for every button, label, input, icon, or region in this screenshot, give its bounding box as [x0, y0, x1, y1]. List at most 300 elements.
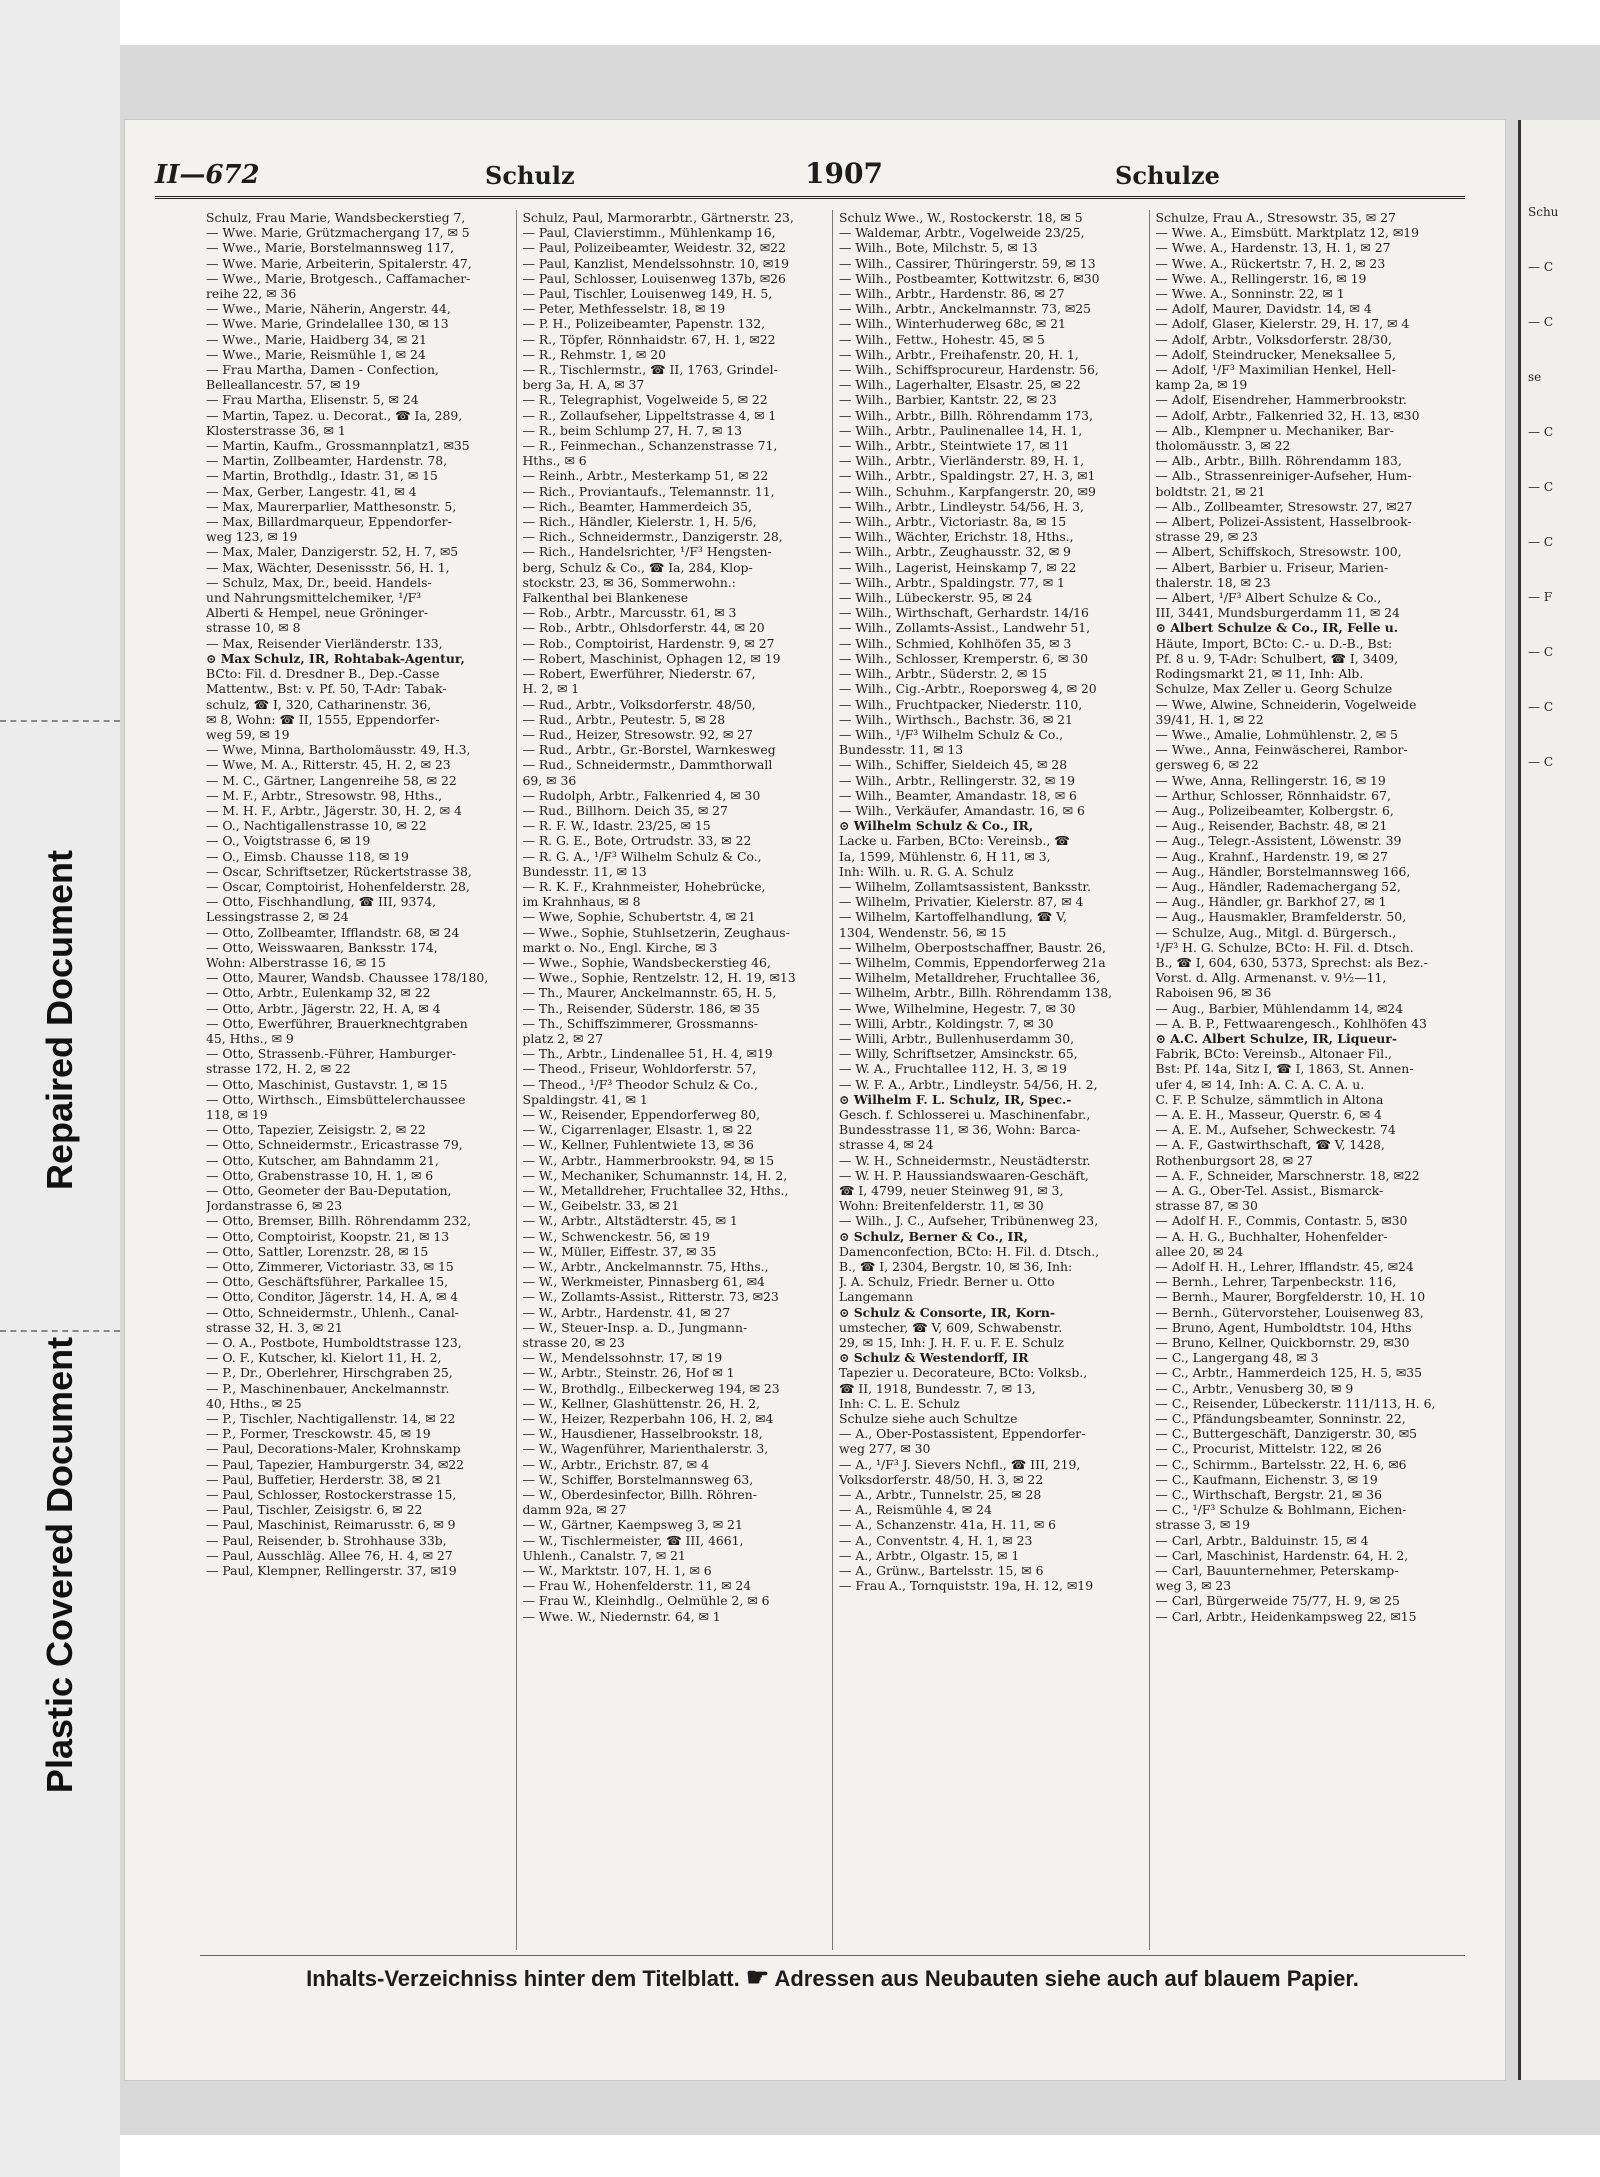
- directory-entry-line: — W., Hausdiener, Hasselbrookstr. 18,: [522, 1426, 763, 1442]
- directory-entry-line: markt o. No., Engl. Kirche, ✉ 3: [522, 939, 718, 955]
- directory-entry-line: — Martin, Brothdlg., Idastr. 31, ✉ 15: [206, 468, 438, 484]
- directory-entry-line: — Robert, Ewerführer, Niederstr. 67,: [522, 666, 756, 682]
- directory-entry-line: — Peter, Methfesselstr. 18, ✉ 19: [522, 301, 726, 317]
- directory-entry-line: — A., Arbtr., Tunnelstr. 25, ✉ 28: [839, 1487, 1042, 1503]
- directory-entry-line: — P., Tischler, Nachtigallenstr. 14, ✉ 22: [206, 1411, 456, 1427]
- adjacent-page-fragment: — F: [1528, 590, 1553, 604]
- directory-entry-line: — Wilh., Arbtr., Rellingerstr. 32, ✉ 19: [839, 772, 1075, 788]
- pointing-hand-icon: ☛: [745, 1962, 770, 1992]
- adjacent-page-fragment: — C: [1528, 700, 1553, 714]
- directory-entry-line: Gesch. f. Schlosserei u. Maschinenfabr.,: [839, 1106, 1091, 1122]
- directory-entry-line: — A. H. G., Buchhalter, Hohenfelder-: [1155, 1228, 1388, 1244]
- directory-entry-line: — Wwe, Wilhelmine, Hegestr. 7, ✉ 30: [839, 1000, 1076, 1016]
- column-4: [1149, 210, 1466, 1950]
- directory-entry-line: ⊙ Albert Schulze & Co., IR, Felle u.: [1155, 620, 1399, 636]
- directory-entry-line: — Wwe., Sophie, Wandsbeckerstieg 46,: [522, 954, 771, 970]
- directory-entry-line: ⊙ A.C. Albert Schulze, IR, Liqueur-: [1155, 1030, 1397, 1046]
- directory-entry-line: — Wwe., Marie, Näherin, Angerstr. 44,: [206, 301, 451, 317]
- directory-entry-line: — A., Reismühle 4, ✉ 24: [839, 1502, 992, 1518]
- directory-entry-line: — Aug., Händler, gr. Barkhof 27, ✉ 1: [1155, 894, 1387, 910]
- directory-entry-line: — Wwe., Anna, Feinwäscherei, Rambor-: [1155, 742, 1408, 758]
- adjacent-page-edge: [1518, 120, 1600, 2080]
- directory-entry-line: — Otto, Schneidermstr., Ericastrasse 79,: [206, 1137, 463, 1153]
- directory-entry-line: — Aug., Hausmakler, Bramfelderstr. 50,: [1155, 909, 1407, 925]
- directory-entry-line: — Wwe. A., Sonninstr. 22, ✉ 1: [1155, 286, 1345, 302]
- directory-entry-line: — Otto, Maurer, Wandsb. Chaussee 178/180,: [206, 970, 489, 986]
- directory-entry-line: — Alb., Arbtr., Billh. Röhrendamm 183,: [1155, 453, 1402, 469]
- directory-entry-line: platz 2, ✉ 27: [522, 1030, 604, 1046]
- directory-entry-line: — R. K. F., Krahnmeister, Hohebrücke,: [522, 878, 766, 894]
- directory-entry-line: im Krahnhaus, ✉ 8: [522, 894, 641, 910]
- directory-entry-line: — W., Arbtr., Hammerbrookstr. 94, ✉ 15: [522, 1152, 775, 1168]
- directory-entry-line: — Otto, Tapezier, Zeisigstr. 2, ✉ 22: [206, 1122, 426, 1138]
- directory-entry-line: — W., Metalldreher, Fruchtallee 32, Hths.,: [522, 1183, 789, 1198]
- directory-entry-line: — Wilh., Barbier, Kantstr. 22, ✉ 23: [839, 392, 1057, 408]
- directory-entry-line: — C., ¹/F³ Schulze & Bohlmann, Eichen-: [1155, 1502, 1407, 1518]
- directory-entry-line: — Wilh., Lagerist, Heinskamp 7, ✉ 22: [839, 559, 1077, 575]
- directory-entry-line: — W., Cigarrenlager, Elsastr. 1, ✉ 22: [522, 1122, 753, 1138]
- directory-entry-line: — Frau W., Hohenfelderstr. 11, ✉ 24: [522, 1578, 752, 1594]
- directory-entry-line: — Wwe., Sophie, Stuhlsetzerin, Zeughaus-: [522, 924, 790, 940]
- directory-entry-line: — Wilh., Arbtr., Vierländerstr. 89, H. 1,: [839, 453, 1085, 469]
- directory-entry-line: Damenconfection, BCto: H. Fil. d. Dtsch.,: [839, 1243, 1100, 1259]
- footer-new-buildings-note: Adressen aus Neubauten siehe auch auf blauem Papier.: [774, 1966, 1359, 1991]
- directory-entry-line: — Paul, Polizeibeamter, Weidestr. 32, ✉22: [522, 240, 786, 256]
- directory-entry-line: — W., Geibelstr. 33, ✉ 21: [522, 1198, 680, 1214]
- directory-entry-line: Rothenburgsort 28, ✉ 27: [1155, 1152, 1313, 1168]
- directory-entry-line: — C., Reisender, Lübeckerstr. 111/113, H. 6,: [1155, 1395, 1436, 1411]
- directory-entry-line: ✉ 8, Wohn: ☎ II, 1555, Eppendorfer-: [206, 711, 440, 727]
- directory-entry-line: — Robert, Maschinist, Ophagen 12, ✉ 19: [522, 650, 781, 666]
- directory-entry-line: — Rich., Schneidermstr., Danzigerstr. 28,: [522, 529, 783, 545]
- directory-entry-line: — Wilh., Schmied, Kohlhöfen 35, ✉ 3: [839, 635, 1072, 651]
- directory-entry-line: — Paul, Reisender, b. Strohhause 33b,: [206, 1532, 447, 1548]
- directory-entry-line: — Carl, Bürgerweide 75/77, H. 9, ✉ 25: [1155, 1593, 1400, 1609]
- directory-entry-line: — Wilh., Arbtr., Freihafenstr. 20, H. 1,: [839, 346, 1079, 362]
- directory-entry-line: Bundesstrasse 11, ✉ 36, Wohn: Barca-: [839, 1122, 1081, 1138]
- directory-entry-line: Langemann: [839, 1289, 913, 1305]
- directory-entry-line: — Otto, Strassenb.-Führer, Hamburger-: [206, 1046, 457, 1062]
- directory-entry-line: — W. H., Schneidermstr., Neustädterstr.: [839, 1152, 1091, 1168]
- directory-entry-line: ⊙ Wilhelm Schulz & Co., IR,: [839, 818, 1034, 834]
- directory-entry-line: — A. E. M., Aufseher, Schweckestr. 74: [1155, 1122, 1396, 1138]
- directory-entry-line: — Frau W., Kleinhdlg., Oelmühle 2, ✉ 6: [522, 1593, 770, 1609]
- directory-entry-line: — Adolf, Glaser, Kielerstr. 29, H. 17, ✉ 4: [1155, 316, 1410, 332]
- directory-entry-line: weg 59, ✉ 19: [206, 726, 290, 742]
- directory-entry-line: 29, ✉ 15, Inh: J. H. F. u. F. E. Schulz: [839, 1335, 1064, 1351]
- directory-entry-line: und Nahrungsmittelchemiker, ¹/F³: [206, 590, 422, 606]
- directory-entry-line: — Otto, Zollbeamter, Ifflandstr. 68, ✉ 24: [206, 924, 460, 940]
- directory-entry-line: — Wwe. Marie, Grindelallee 130, ✉ 13: [206, 316, 449, 332]
- directory-entry-line: tholomäusstr. 3, ✉ 22: [1155, 438, 1291, 454]
- directory-entry-line: — C., Kaufmann, Eichenstr. 3, ✉ 19: [1155, 1471, 1378, 1487]
- directory-entry-line: — Willi, Arbtr., Koldingstr. 7, ✉ 30: [839, 1015, 1054, 1031]
- directory-entry-line: — Aug., Barbier, Mühlendamm 14, ✉24: [1155, 1000, 1404, 1016]
- directory-entry-line: — Bernh., Lehrer, Tarpenbeckstr. 116,: [1155, 1274, 1397, 1290]
- directory-entry-line: — Otto, Conditor, Jägerstr. 14, H. A, ✉ 4: [206, 1289, 459, 1305]
- directory-entry-line: — Alb., Strassenreiniger-Aufseher, Hum-: [1155, 468, 1412, 484]
- directory-entry-line: — Wilh., Winterhuderweg 68c, ✉ 21: [839, 316, 1066, 332]
- directory-entry-line: — W. A., Fruchtallee 112, H. 3, ✉ 19: [839, 1061, 1067, 1077]
- directory-entry-line: Raboisen 96, ✉ 36: [1155, 985, 1272, 1001]
- directory-entry-line: — R., Zollaufseher, Lippeltstrasse 4, ✉ 1: [522, 407, 777, 423]
- directory-entry-line: — Wwe, M. A., Ritterstr. 45, H. 2, ✉ 23: [206, 757, 451, 773]
- directory-entry-line: — Paul, Clavierstimm., Mühlenkamp 16,: [522, 225, 776, 241]
- directory-entry-line: — C., Langergang 48, ✉ 3: [1155, 1350, 1319, 1366]
- directory-entry-line: — Wilhelm, Arbtr., Billh. Röhrendamm 138,: [839, 985, 1113, 1001]
- directory-entry-line: — A. E. H., Masseur, Querstr. 6, ✉ 4: [1155, 1106, 1382, 1122]
- adjacent-page-fragment: — C: [1528, 755, 1553, 769]
- directory-entry-line: — R., Tischlermstr., ☎ II, 1763, Grindel-: [522, 362, 778, 378]
- directory-entry-line: 69, ✉ 36: [522, 772, 577, 788]
- directory-entry-line: ☎ I, 4799, neuer Steinweg 91, ✉ 3,: [839, 1183, 1064, 1198]
- directory-entry-line: Schulz, Frau Marie, Wandsbeckerstieg 7,: [206, 210, 466, 225]
- dashed-divider: [0, 1330, 120, 1332]
- directory-entry-line: — Wilh., Arbtr., Spaldingstr. 77, ✉ 1: [839, 574, 1065, 590]
- directory-entry-line: Uhlenh., Canalstr. 7, ✉ 21: [522, 1547, 686, 1563]
- directory-entry-line: — Wilhelm, Zollamtsassistent, Banksstr.: [839, 878, 1091, 894]
- dashed-divider: [0, 720, 120, 722]
- directory-entry-line: Schulze, Frau A., Stresowstr. 35, ✉ 27: [1155, 210, 1396, 225]
- directory-entry-line: — Rud., Heizer, Stresowstr. 92, ✉ 27: [522, 726, 753, 742]
- directory-entry-line: — O., Voigtstrasse 6, ✉ 19: [206, 833, 371, 849]
- directory-entry-line: — Otto, Bremser, Billh. Röhrendamm 232,: [206, 1213, 472, 1229]
- directory-entry-line: — Wilh., Wächter, Erichstr. 18, Hths.,: [839, 529, 1074, 545]
- directory-columns: [200, 210, 1465, 1950]
- directory-entry-line: — Frau Martha, Elisenstr. 5, ✉ 24: [206, 392, 419, 408]
- directory-entry-line: allee 20, ✉ 24: [1155, 1243, 1244, 1259]
- directory-entry-line: — Wilh., Schlosser, Kremperstr. 6, ✉ 30: [839, 650, 1088, 666]
- directory-entry-line: — W., Arbtr., Steinstr. 26, Hof ✉ 1: [522, 1365, 735, 1381]
- directory-entry-line: — W., Oberdesinfector, Billh. Röhren-: [522, 1487, 757, 1503]
- directory-entry-line: Klosterstrasse 36, ✉ 1: [206, 422, 346, 438]
- directory-entry-line: — W., Heizer, Rezperbahn 106, H. 2, ✉4: [522, 1411, 774, 1427]
- directory-entry-line: — Wwe. Marie, Arbeiterin, Spitalerstr. 47,: [206, 255, 472, 271]
- directory-entry-line: Wohn: Alberstrasse 16, ✉ 15: [206, 954, 386, 970]
- directory-entry-line: — M. C., Gärtner, Langenreihe 58, ✉ 22: [206, 772, 457, 788]
- directory-entry-line: — Adolf H. F., Commis, Contastr. 5, ✉30: [1155, 1213, 1408, 1229]
- directory-entry-line: berg, Schulz & Co., ☎ Ia, 284, Klop-: [522, 559, 753, 575]
- directory-entry-line: — Wilhelm, Oberpostschaffner, Baustr. 26,: [839, 939, 1106, 955]
- directory-entry-line: Lessingstrasse 2, ✉ 24: [206, 909, 349, 925]
- directory-entry-line: — W., Arbtr., Hardenstr. 41, ✉ 27: [522, 1304, 731, 1320]
- directory-entry-line: — Wwe, Anna, Rellingerstr. 16, ✉ 19: [1155, 772, 1386, 788]
- directory-entry-line: — W., Schwenckestr. 56, ✉ 19: [522, 1228, 710, 1244]
- directory-entry-line: — Rud., Arbtr., Volksdorferstr. 48/50,: [522, 696, 756, 712]
- directory-entry-line: — Arthur, Schlosser, Rönnhaidstr. 67,: [1155, 787, 1391, 803]
- directory-entry-line: — C., Schirmm., Bartelsstr. 22, H. 6, ✉6: [1155, 1456, 1407, 1472]
- directory-entry-line: — Rud., Billhorn. Deich 35, ✉ 27: [522, 802, 728, 818]
- directory-entry-line: strasse 32, H. 3, ✉ 21: [206, 1319, 343, 1335]
- directory-entry-line: — O. A., Postbote, Humboldtstrasse 123,: [206, 1335, 462, 1351]
- adjacent-page-fragment: se: [1528, 370, 1542, 384]
- directory-entry-line: — Carl, Arbtr., Heidenkampsweg 22, ✉15: [1155, 1608, 1417, 1624]
- directory-entry-line: — W., Schiffer, Borstelmannsweg 63,: [522, 1471, 754, 1487]
- directory-entry-line: — Otto, Schneidermstr., Uhlenh., Canal-: [206, 1304, 459, 1320]
- directory-entry-line: — Aug., Händler, Borstelmannsweg 166,: [1155, 863, 1411, 879]
- year-heading: 1907: [805, 157, 883, 190]
- directory-entry-line: — A. F., Schneider, Marschnerstr. 18, ✉22: [1155, 1167, 1420, 1183]
- directory-entry-line: B., ☎ I, 2304, Bergstr. 10, ✉ 36, Inh:: [839, 1259, 1073, 1275]
- directory-entry-line: — Paul, Tapezier, Hamburgerstr. 34, ✉22: [206, 1456, 465, 1472]
- directory-entry-line: — Bernh., Gütervorsteher, Louisenweg 83,: [1155, 1304, 1424, 1320]
- directory-entry-line: — Otto, Arbtr., Eulenkamp 32, ✉ 22: [206, 985, 431, 1001]
- directory-entry-line: strasse 10, ✉ 8: [206, 620, 301, 636]
- directory-entry-line: — Aug., Telegr.-Assistent, Löwenstr. 39: [1155, 833, 1402, 849]
- directory-entry-line: — W., Reisender, Eppendorferweg 80,: [522, 1106, 761, 1122]
- directory-entry-line: — Oscar, Schriftsetzer, Rückertstrasse 38,: [206, 863, 472, 879]
- directory-entry-line: Schulz Wwe., W., Rostockerstr. 18, ✉ 5: [839, 210, 1083, 225]
- directory-entry-line: — Rud., Arbtr., Peutestr. 5, ✉ 28: [522, 711, 726, 727]
- directory-entry-line: Vorst. d. Allg. Armenanst. v. 9½—11,: [1155, 970, 1387, 986]
- directory-entry-line: — Adolf, Eisendreher, Hammerbrookstr.: [1155, 392, 1407, 408]
- directory-entry-line: — A., Arbtr., Olgastr. 15, ✉ 1: [839, 1547, 1020, 1563]
- directory-entry-line: — Wwe, Minna, Bartholomäusstr. 49, H.3,: [206, 742, 471, 758]
- directory-entry-line: — Adolf, Steindrucker, Meneksallee 5,: [1155, 346, 1396, 362]
- directory-entry-line: — Rob., Comptoirist, Hardenstr. 9, ✉ 27: [522, 635, 775, 651]
- directory-entry-line: — Max, Maler, Danzigerstr. 52, H. 7, ✉5: [206, 544, 459, 560]
- adjacent-page-fragment: — C: [1528, 480, 1553, 494]
- directory-entry-line: — Wilh., Arbtr., Süderstr. 2, ✉ 15: [839, 666, 1048, 682]
- directory-entry-line: Falkenthal bei Blankenese: [522, 590, 689, 606]
- directory-entry-line: — Otto, Maschinist, Gustavstr. 1, ✉ 15: [206, 1076, 448, 1092]
- directory-entry-line: — Th., Reisender, Süderstr. 186, ✉ 35: [522, 1000, 760, 1016]
- directory-entry-line: — Paul, Kanzlist, Mendelssohnstr. 10, ✉19: [522, 255, 790, 271]
- directory-entry-line: strasse 3, ✉ 19: [1155, 1517, 1250, 1533]
- directory-entry-line: schulz, ☎ I, 320, Catharinenstr. 36,: [206, 696, 432, 712]
- directory-entry-line: — C., Arbtr., Hammerdeich 125, H. 5, ✉35: [1155, 1365, 1422, 1381]
- directory-entry-line: — Schulze, Aug., Mitgl. d. Bürgersch.,: [1155, 924, 1397, 940]
- directory-entry-line: — Reinh., Arbtr., Mesterkamp 51, ✉ 22: [522, 468, 769, 484]
- directory-entry-line: — Aug., Reisender, Bachstr. 48, ✉ 21: [1155, 818, 1388, 834]
- directory-entry-line: ⊙ Schulz, Berner & Co., IR,: [839, 1228, 1028, 1244]
- directory-entry-line: — W., Wagenführer, Marienthalerstr. 3,: [522, 1441, 769, 1457]
- directory-entry-line: — Paul, Maschinist, Reimarusstr. 6, ✉ 9: [206, 1517, 456, 1533]
- directory-entry-line: — Wilh., Cassirer, Thüringerstr. 59, ✉ 13: [839, 255, 1096, 271]
- directory-entry-line: — Martin, Zollbeamter, Hardenstr. 78,: [206, 453, 448, 469]
- directory-entry-line: — C., Buttergeschäft, Danzigerstr. 30, ✉5: [1155, 1426, 1418, 1442]
- directory-entry-line: — Paul, Schlosser, Rostockerstrasse 15,: [206, 1487, 457, 1503]
- directory-entry-line: ¹/F³ H. G. Schulze, BCto: H. Fil. d. Dtsch.: [1155, 939, 1414, 955]
- directory-entry-line: — Max, Wächter, Desenissstr. 56, H. 1,: [206, 559, 450, 575]
- directory-entry-line: — W. F. A., Arbtr., Lindleystr. 54/56, H. 2,: [839, 1076, 1098, 1092]
- directory-entry-line: Inh: Wilh. u. R. G. A. Schulz: [839, 863, 1014, 879]
- directory-entry-line: — Aug., Krahnf., Hardenstr. 19, ✉ 27: [1155, 848, 1388, 864]
- directory-entry-line: 1304, Wendenstr. 56, ✉ 15: [839, 924, 1007, 940]
- directory-entry-line: III, 3441, Mundsburgerdamm 11, ✉ 24: [1155, 605, 1400, 621]
- page-footer: [200, 1955, 1465, 1993]
- directory-entry-line: — W., Arbtr., Anckelmannstr. 75, Hths.,: [522, 1259, 769, 1275]
- directory-entry-line: ☎ II, 1918, Bundesstr. 7, ✉ 13,: [839, 1380, 1036, 1396]
- directory-entry-line: kamp 2a, ✉ 19: [1155, 377, 1248, 393]
- directory-entry-line: Wohn: Breitenfelderstr. 11, ✉ 30: [839, 1198, 1044, 1214]
- directory-entry-line: stockstr. 23, ✉ 36, Sommerwohn.:: [522, 574, 736, 590]
- directory-entry-line: — Frau A., Tornquiststr. 19a, H. 12, ✉19: [839, 1578, 1094, 1594]
- directory-entry-line: — Otto, Geschäftsführer, Parkallee 15,: [206, 1274, 449, 1290]
- directory-entry-line: — Wwe, Alwine, Schneiderin, Vogelweide: [1155, 696, 1417, 712]
- directory-entry-line: — Th., Schiffszimmerer, Grossmanns-: [522, 1015, 759, 1031]
- directory-entry-line: strasse 87, ✉ 30: [1155, 1198, 1258, 1214]
- directory-entry-line: Schulze siehe auch Schultze: [839, 1411, 1018, 1427]
- directory-entry-line: — Otto, Kutscher, am Bahndamm 21,: [206, 1152, 439, 1168]
- directory-entry-line: — W., Gärtner, Kaempsweg 3, ✉ 21: [522, 1517, 743, 1533]
- directory-entry-line: — Wilh., Lagerhalter, Elsastr. 25, ✉ 22: [839, 377, 1081, 393]
- directory-entry-line: — Adolf, ¹/F³ Maximilian Henkel, Hell-: [1155, 362, 1396, 378]
- directory-entry-line: Ia, 1599, Mühlenstr. 6, H 11, ✉ 3,: [839, 848, 1051, 864]
- directory-entry-line: — Wilh., Lübeckerstr. 95, ✉ 24: [839, 590, 1033, 606]
- directory-entry-line: weg 123, ✉ 19: [206, 529, 298, 545]
- directory-entry-line: — Wilh., Arbtr., Billh. Röhrendamm 173,: [839, 407, 1093, 423]
- directory-entry-line: — Wilh., Wirthsch., Bachstr. 36, ✉ 21: [839, 711, 1073, 727]
- directory-entry-line: — Rud., Schneidermstr., Dammthorwall: [522, 757, 773, 773]
- directory-entry-line: — Wwe. A., Eimsbütt. Marktplatz 12, ✉19: [1155, 225, 1420, 241]
- directory-entry-line: ⊙ Schulz & Consorte, IR, Korn-: [839, 1304, 1056, 1320]
- directory-entry-line: — Wilh., Postbeamter, Kottwitzstr. 6, ✉30: [839, 270, 1100, 286]
- directory-entry-line: 118, ✉ 19: [206, 1106, 268, 1122]
- directory-entry-line: Häute, Import, BCto: C.- u. D.-B., Bst:: [1155, 635, 1393, 651]
- directory-entry-line: — Rud., Arbtr., Gr.-Borstel, Warnkesweg: [522, 742, 776, 758]
- directory-entry-line: — Alb., Klempner u. Mechaniker, Bar-: [1155, 422, 1394, 438]
- directory-entry-line: — Martin, Tapez. u. Decorat., ☎ Ia, 289,: [206, 407, 463, 423]
- directory-entry-line: — Wwe., Marie, Haidberg 34, ✉ 21: [206, 331, 427, 347]
- footer-index-note: Inhalts-Verzeichniss hinter dem Titelblatt.: [306, 1966, 740, 1991]
- directory-entry-line: — R. F. W., Idastr. 23/25, ✉ 15: [522, 818, 711, 834]
- directory-entry-line: — Wilh., Arbtr., Zeughausstr. 32, ✉ 9: [839, 544, 1071, 560]
- directory-entry-line: BCto: Fil. d. Dresdner B., Dep.-Casse: [206, 666, 440, 682]
- directory-entry-line: — Paul, Klempner, Rellingerstr. 37, ✉19: [206, 1563, 457, 1579]
- directory-entry-line: — Wilh., Schiffsprocureur, Hardenstr. 56,: [839, 362, 1099, 378]
- directory-entry-line: — Schulz, Max, Dr., beeid. Handels-: [206, 574, 432, 590]
- directory-entry-line: — W., Mendelssohnstr. 17, ✉ 19: [522, 1350, 723, 1366]
- directory-entry-line: — R. G. A., ¹/F³ Wilhelm Schulz & Co.,: [522, 848, 762, 864]
- directory-entry-line: — W., Kellner, Glashüttenstr. 26, H. 2,: [522, 1395, 760, 1411]
- directory-entry-line: — Rich., Proviantaufs., Telemannstr. 11,: [522, 483, 775, 499]
- directory-entry-line: — R., Telegraphist, Vogelweide 5, ✉ 22: [522, 392, 768, 408]
- directory-entry-line: Schulze, Max Zeller u. Georg Schulze: [1155, 681, 1393, 697]
- adjacent-page-fragment: — C: [1528, 260, 1553, 274]
- directory-entry-line: — Wwe., Amalie, Lohmühlenstr. 2, ✉ 5: [1155, 726, 1398, 742]
- directory-entry-line: Bundesstr. 11, ✉ 13: [522, 863, 647, 879]
- directory-entry-line: — Otto, Ewerführer, Brauerknechtgraben: [206, 1015, 468, 1031]
- directory-entry-line: — P., Dr., Oberlehrer, Hirschgraben 25,: [206, 1365, 453, 1381]
- directory-entry-line: strasse 20, ✉ 23: [522, 1335, 625, 1351]
- directory-entry-line: Mattentw., Bst: v. Pf. 50, T-Adr: Tabak-: [206, 681, 447, 697]
- directory-entry-line: — Frau Martha, Damen - Confection,: [206, 362, 439, 378]
- directory-entry-line: ufer 4, ✉ 14, Inh: A. C. A. C. A. u.: [1155, 1076, 1365, 1092]
- directory-entry-line: 39/41, H. 1, ✉ 22: [1155, 711, 1264, 727]
- directory-entry-line: — Otto, Sattler, Lorenzstr. 28, ✉ 15: [206, 1243, 429, 1259]
- directory-entry-line: — Bernh., Maurer, Borgfelderstr. 10, H. 10: [1155, 1289, 1426, 1305]
- directory-entry-line: — Paul, Schlosser, Louisenweg 137b, ✉26: [522, 270, 786, 286]
- directory-entry-line: — A., Conventstr. 4, H. 1, ✉ 23: [839, 1532, 1033, 1548]
- directory-entry-line: — Paul, Buffetier, Herderstr. 38, ✉ 21: [206, 1471, 443, 1487]
- directory-entry-line: — Carl, Arbtr., Balduinstr. 15, ✉ 4: [1155, 1532, 1369, 1548]
- directory-entry-line: — Th., Arbtr., Lindenallee 51, H. 4, ✉19: [522, 1046, 773, 1062]
- directory-entry-line: — O., Eimsb. Chausse 118, ✉ 19: [206, 848, 409, 864]
- directory-entry-line: — C., Procurist, Mittelstr. 122, ✉ 26: [1155, 1441, 1382, 1457]
- directory-entry-line: — Theod., ¹/F³ Theodor Schulz & Co.,: [522, 1076, 758, 1092]
- directory-entry-line: C. F. P. Schulze, sämmtlich in Altona: [1155, 1091, 1384, 1107]
- directory-entry-line: — Theod., Friseur, Wohldorferstr. 57,: [522, 1061, 757, 1077]
- directory-entry-line: — Wilh., Schuhm., Karpfangerstr. 20, ✉9: [839, 483, 1096, 499]
- page-header: [155, 156, 1465, 199]
- directory-entry-line: — Wwe. Marie, Grützmachergang 17, ✉ 5: [206, 225, 470, 241]
- directory-entry-line: Jordanstrasse 6, ✉ 23: [206, 1198, 343, 1214]
- directory-entry-line: — Waldemar, Arbtr., Vogelweide 23/25,: [839, 225, 1085, 241]
- directory-entry-line: — O. F., Kutscher, kl. Kielort 11, H. 2,: [206, 1350, 442, 1366]
- directory-entry-line: — Wilhelm, Privatier, Kielerstr. 87, ✉ 4: [839, 894, 1084, 910]
- directory-entry-line: — W., Müller, Eiffestr. 37, ✉ 35: [522, 1243, 717, 1259]
- directory-entry-line: — Albert, ¹/F³ Albert Schulze & Co.,: [1155, 590, 1382, 606]
- directory-entry-line: H. 2, ✉ 1: [522, 681, 580, 697]
- adjacent-page-fragment: Schu: [1528, 205, 1559, 219]
- directory-entry-line: — Adolf, Arbtr., Falkenried 32, H. 13, ✉30: [1155, 407, 1420, 423]
- directory-entry-line: — W., Marktstr. 107, H. 1, ✉ 6: [522, 1563, 712, 1579]
- directory-entry-line: berg 3a, H. A, ✉ 37: [522, 377, 645, 393]
- directory-entry-line: — Wilh., Arbtr., Steintwiete 17, ✉ 11: [839, 438, 1070, 454]
- page-number: II—672: [155, 160, 260, 190]
- directory-entry-line: — Otto, Weisswaaren, Banksstr. 174,: [206, 939, 438, 955]
- directory-entry-line: — Albert, Barbier u. Friseur, Marien-: [1155, 559, 1389, 575]
- directory-entry-line: — C., Arbtr., Venusberg 30, ✉ 9: [1155, 1380, 1354, 1396]
- adjacent-page-fragment: — C: [1528, 315, 1553, 329]
- column-1: [200, 210, 516, 1950]
- directory-entry-line: weg 277, ✉ 30: [839, 1441, 931, 1457]
- directory-entry-line: — Adolf, Maurer, Davidstr. 14, ✉ 4: [1155, 301, 1372, 317]
- directory-entry-line: — R. G. E., Bote, Ortrudstr. 33, ✉ 22: [522, 833, 752, 849]
- directory-entry-line: — Wilh., Fruchtpacker, Niederstr. 110,: [839, 696, 1083, 712]
- directory-entry-line: — W., Tischlermeister, ☎ III, 4661,: [522, 1532, 744, 1548]
- directory-entry-line: — A. G., Ober-Tel. Assist., Bismarck-: [1155, 1183, 1384, 1198]
- directory-entry-line: — Martin, Kaufm., Grossmannplatz1, ✉35: [206, 438, 470, 454]
- directory-entry-line: — Bruno, Agent, Humboldtstr. 104, Hths: [1155, 1319, 1412, 1335]
- directory-entry-line: — R., Feinmechan., Schanzenstrasse 71,: [522, 438, 778, 454]
- repaired-document-label: Repaired Document: [39, 849, 80, 1191]
- directory-entry-line: — Wilh., Verkäufer, Amandastr. 16, ✉ 6: [839, 802, 1085, 818]
- directory-entry-line: Rodingsmarkt 21, ✉ 11, Inh: Alb.: [1155, 666, 1364, 682]
- directory-entry-line: — Carl, Bauunternehmer, Peterskamp-: [1155, 1563, 1399, 1579]
- directory-entry-line: — Alb., Zollbeamter, Stresowstr. 27, ✉27: [1155, 498, 1413, 514]
- directory-entry-line: Tapezier u. Decorateure, BCto: Volksb.,: [839, 1365, 1088, 1381]
- directory-entry-line: — Aug., Händler, Rademachergang 52,: [1155, 878, 1401, 894]
- directory-entry-line: Spaldingstr. 41, ✉ 1: [522, 1091, 648, 1107]
- directory-entry-line: — W. H. P. Haussiandswaaren-Geschäft,: [839, 1167, 1089, 1183]
- directory-entry-line: — Bruno, Kellner, Quickbornstr. 29, ✉30: [1155, 1335, 1410, 1351]
- directory-entry-line: — M. H. F., Arbtr., Jägerstr. 30, H. 2, ✉ 4: [206, 802, 462, 818]
- directory-entry-line: B., ☎ I, 604, 630, 5373, Sprechst: als Bez.-: [1155, 954, 1428, 970]
- directory-entry-line: — A., Schanzenstr. 41a, H. 11, ✉ 6: [839, 1517, 1057, 1533]
- directory-entry-line: — Wwe., Marie, Brotgesch., Caffamacher-: [206, 270, 471, 286]
- directory-entry-line: 40, Hths., ✉ 25: [206, 1395, 302, 1411]
- directory-entry-line: — P., Former, Tresckowstr. 45, ✉ 19: [206, 1426, 431, 1442]
- directory-entry-line: Hths., ✉ 6: [522, 453, 587, 469]
- directory-entry-line: — Wwe. W., Niedernstr. 64, ✉ 1: [522, 1608, 721, 1624]
- directory-entry-line: damm 92a, ✉ 27: [522, 1502, 627, 1518]
- right-running-heading: Schulze: [1115, 161, 1220, 190]
- directory-entry-line: reihe 22, ✉ 36: [206, 286, 297, 302]
- directory-entry-line: — Wilh., Zollamts-Assist., Landwehr 51,: [839, 620, 1091, 636]
- directory-entry-line: — W., Werkmeister, Pinnasberg 61, ✉4: [522, 1274, 765, 1290]
- directory-entry-line: — W., Arbtr., Altstädterstr. 45, ✉ 1: [522, 1213, 738, 1229]
- directory-entry-line: — O., Nachtigallenstrasse 10, ✉ 22: [206, 818, 427, 834]
- directory-entry-line: — Otto, Comptoirist, Koopstr. 21, ✉ 13: [206, 1228, 450, 1244]
- directory-entry-line: Alberti & Hempel, neue Gröninger-: [206, 605, 429, 621]
- directory-entry-line: — M. F., Arbtr., Stresowstr. 98, Hths.,: [206, 787, 443, 803]
- directory-entry-line: Volksdorferstr. 48/50, H. 3, ✉ 22: [839, 1471, 1044, 1487]
- directory-entry-line: — Carl, Maschinist, Hardenstr. 64, H. 2,: [1155, 1547, 1409, 1563]
- directory-entry-line: — Wilh., Arbtr., Paulinenallee 14, H. 1,: [839, 422, 1083, 438]
- adjacent-page-fragment: — C: [1528, 535, 1553, 549]
